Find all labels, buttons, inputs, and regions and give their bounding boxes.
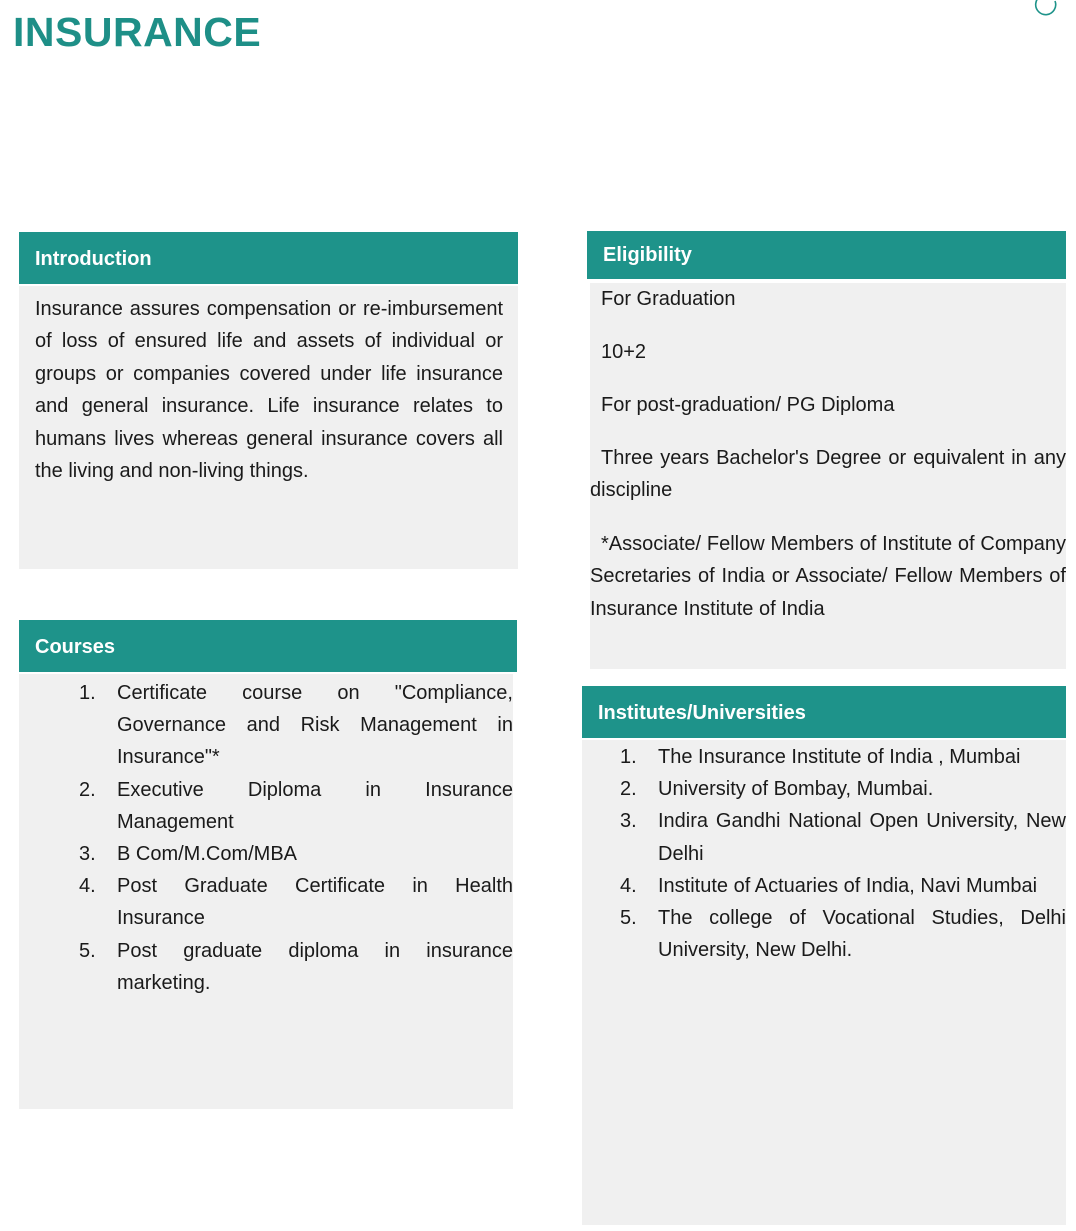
list-number: 1. [79,682,96,704]
list-item-text: Certificate course on "Compliance, Governance and Risk Management in Insurance"* [117,682,513,769]
list-item-text: The college of Vocational Studies, Delhi University, New Delhi. [658,907,1066,962]
eligibility-content [590,283,1066,625]
courses-body [19,674,513,1109]
institutes-body [582,740,1066,1225]
institutes-panel [582,686,1066,1225]
eligibility-panel [587,231,1066,669]
eligibility-heading [587,231,1066,281]
graduation-label: For Graduation [601,288,736,310]
list-item [79,870,513,934]
list-number: 2. [79,778,96,801]
eligibility-heading-text: Eligibility [603,244,692,266]
institutes-list [620,741,1066,966]
circle-outline-icon [1034,0,1060,18]
list-number: 5. [620,907,637,930]
list-item [620,870,1066,902]
list-item [79,935,513,999]
institutes-heading [582,686,1066,740]
list-item-text: B Com/M.Com/MBA [117,843,298,866]
pg-value: Three years Bachelor's Degree or equivalent in any discipline [590,447,1066,502]
pg-note: *Associate/ Fellow Members of Institute of Company Secretaries of India or Associate/ Fellow Members of Insurance Institute of India [590,532,1066,620]
list-number: 4. [620,874,637,897]
eligibility-body [590,283,1066,669]
courses-heading-text: Courses [35,636,116,658]
introduction-text: Insurance assures compensation or re-imbursement of loss of ensured life and assets of individual or groups or companies covered under life insurance and general insurance. Life insurance relates to humans lives whereas general insurance covers all the living and non-living things. [35,298,503,483]
institutes-heading-text: Institutes/Universities [598,702,806,724]
list-number: 1. [620,746,637,768]
introduction-body [19,286,518,569]
list-item-text: Post graduate diploma in insurance marketing. [117,939,513,994]
list-item [79,838,513,870]
courses-panel [19,620,517,1109]
introduction-heading [19,232,518,286]
courses-heading [19,620,517,674]
pg-label: For post-graduation/ PG Diploma [601,394,895,416]
list-number: 3. [620,810,637,833]
list-item [79,774,513,838]
page-title: INSURANCE [13,9,262,55]
list-number: 5. [79,939,96,962]
list-item [620,902,1066,966]
introduction-panel [19,232,518,569]
list-item [620,805,1066,869]
list-item-text: Executive Diploma in Insurance Management [117,778,513,833]
list-number: 2. [620,778,637,801]
list-item [620,773,1066,805]
list-number: 4. [79,875,96,898]
list-item-text: Post Graduate Certificate in Health Insurance [117,875,513,930]
list-item-text: University of Bombay, Mumbai. [658,778,934,801]
introduction-heading-text: Introduction [35,248,152,270]
list-item [620,741,1066,773]
courses-list [79,677,513,999]
list-item [79,677,513,774]
list-item-text: The Insurance Institute of India , Mumbai [658,746,1021,768]
graduation-value: 10+2 [601,341,647,363]
list-item-text: Institute of Actuaries of India, Navi Mumbai [658,874,1038,897]
list-number: 3. [79,843,96,866]
list-item-text: Indira Gandhi National Open University, New Delhi [658,810,1066,865]
